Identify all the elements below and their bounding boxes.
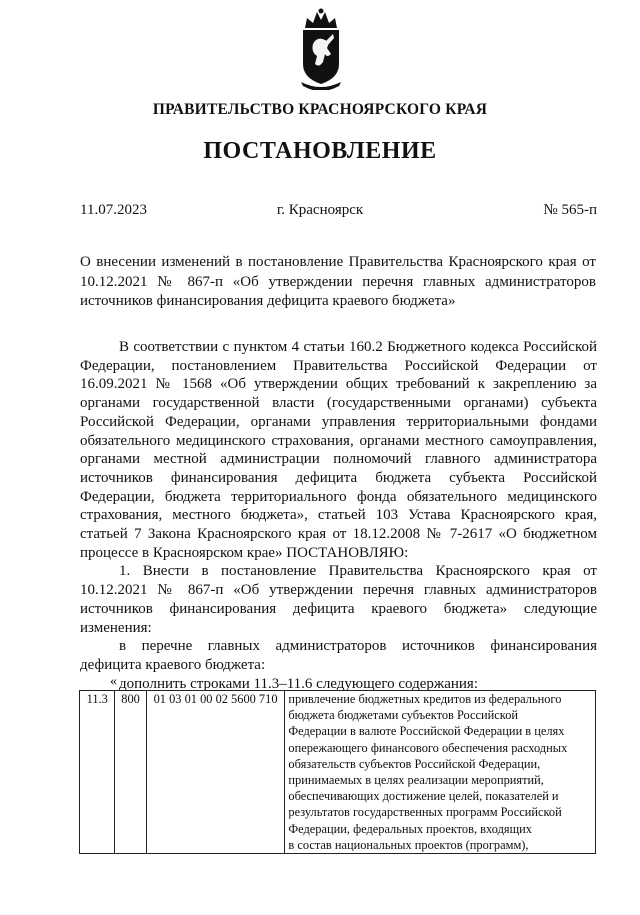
source-name-line: обеспечивающих достижение целей, показателей и [288,789,559,804]
krasnoyarsk-coat-of-arms-icon [297,8,345,90]
document-date: 11.07.2023 [80,202,147,218]
table-row [80,691,596,854]
source-name-line: принимаемых в целях реализации мероприятий, [288,773,544,788]
add-rows-paragraph: дополнить строками 11.3–11.6 следующего содержания: [119,675,479,692]
row-number-cell: 11.3 [80,691,115,854]
source-code-cell: 01 03 01 00 02 5600 710 [146,691,285,854]
source-name-line: бюджета бюджетами субъектов Российской [288,708,519,723]
preamble-paragraph: В соответствии с пунктом 4 статьи 160.2 Бюджетного кодекса Российской Федерации, постановлением Правительства Российской Федерации от 16.09.2021 № 1568 «Об утверждении общих требований к закреплению за органами государственной власти (государственными органами) субъекта Российской Федерации, органами управления территориальными фондами обязательного медицинского страхования, органами местного самоуправления, органами местной администрации полномочий главного администратора источников финансирования дефицита бюджета субъекта Российской Федерации, бюджета территориального фонда обязательного медицинского страхования, местного бюджета», статьей 103 Устава Красноярского края, статьей 7 Закона Красноярского края от 18.12.2008 № 7-2617 «О бюджетном процессе в Красноярском крае» ПОСТАНОВЛЯЮ: [80,339,597,561]
list-change-paragraph: в перечне главных администраторов источников финансирования дефицита краевого бюджета: [80,638,597,673]
government-name: ПРАВИТЕЛЬСТВО КРАСНОЯРСКОГО КРАЯ [152,101,488,118]
document-body [80,338,597,693]
document-type-title: ПОСТАНОВЛЕНИЕ [203,138,437,164]
source-name-line: обязательств субъектов Российской Федерации, [288,756,541,771]
document-city: г. Красноярск [276,202,364,218]
source-name-cell [285,691,596,854]
administrators-table [79,690,596,854]
source-name-line: Федерации в валюте Российской Федерации в целях [288,724,565,739]
source-name-line: опережающего финансового обеспечения расходных [288,740,568,755]
opening-quote: « [110,674,117,689]
source-name-line: Федерации, федеральных проектов, входящих [288,821,532,836]
source-name-line: результатов государственных программ Российской [288,805,562,820]
document-number: № 565-п [543,202,597,218]
source-name-line: в состав национальных проектов (программ), [288,837,529,852]
item-1-paragraph: 1. Внести в постановление Правительства Красноярского края от 10.12.2021 № 867-п «Об утверждении перечня главных администраторов источников финансирования дефицита краевого бюджета» следующие изменения: [80,563,597,636]
source-name-line: привлечение бюджетных кредитов из федерального [288,692,562,706]
admin-code-cell: 800 [115,691,146,854]
document-subject: О внесении изменений в постановление Правительства Красноярского края от 10.12.2021 № 867-п «Об утверждении перечня главных администраторов источников финансирования дефицита краевого бюджета» [80,254,596,309]
